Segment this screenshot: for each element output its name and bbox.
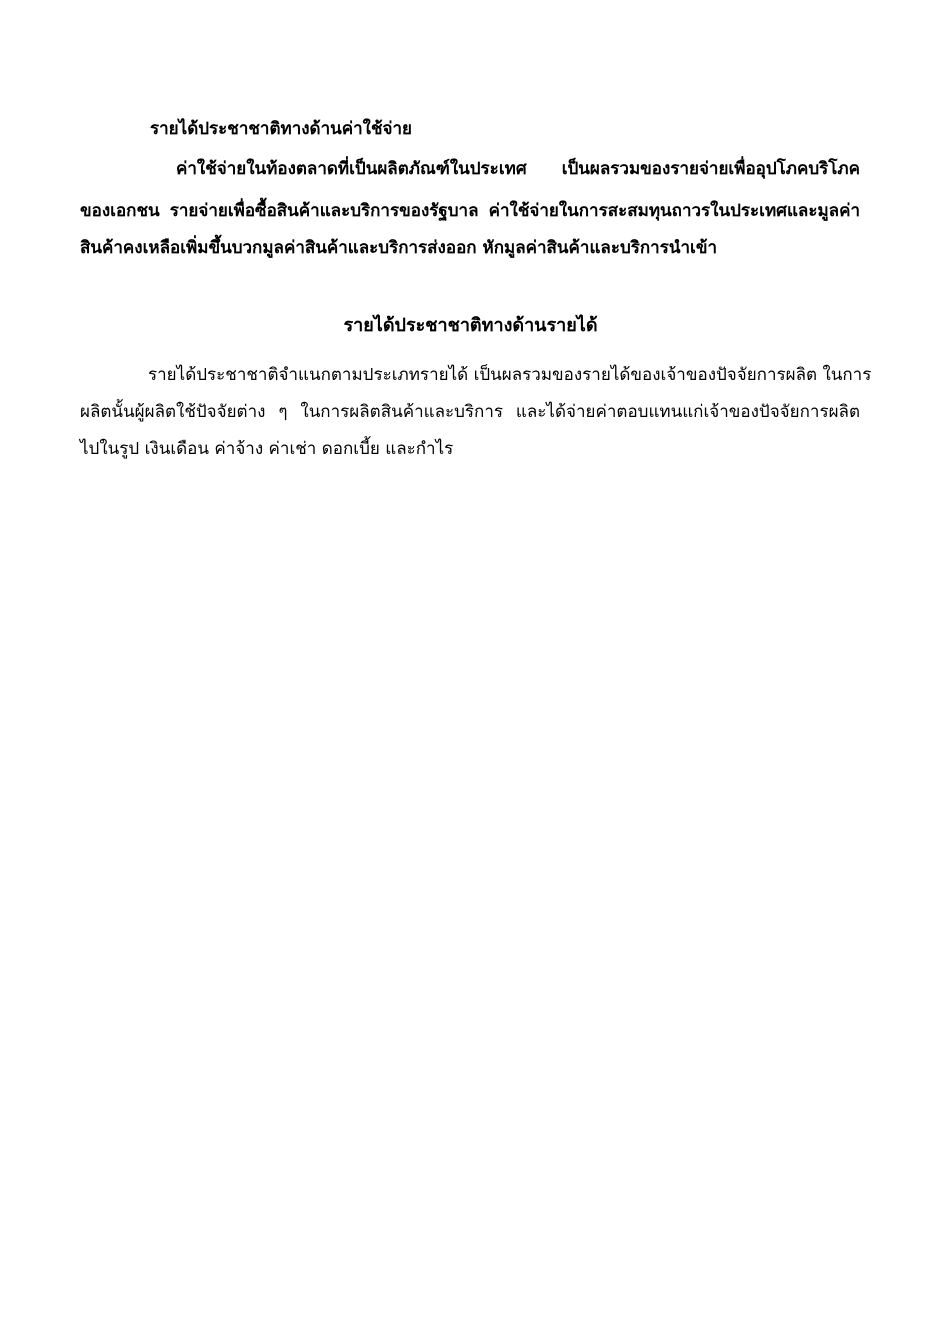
section1-line-3: สินค้าคงเหลือเพิ่มขึ้นบวกมูลค่าสินค้าและบริการส่งออก หักมูลค่าสินค้าและบริการนำเข้า (80, 238, 717, 258)
section1-line-1: ค่าใช้จ่ายในท้องตลาดที่เป็นผลิตภัณฑ์ในประเทศ เป็นผลรวมของรายจ่ายเพื่ออุปโภคบริโภค (176, 159, 860, 179)
section2-line-3: ไปในรูป เงินเดือน ค่าจ้าง ค่าเช่า ดอกเบี้ย และกำไร (80, 439, 454, 459)
section1-heading: รายได้ประชาชาติทางด้านค่าใช้จ่าย (150, 119, 412, 139)
section2-heading: รายได้ประชาชาติทางด้านรายได้ (343, 315, 598, 336)
section2-line-1: รายได้ประชาชาติจำแนกตามประเภทรายได้ เป็นผลรวมของรายได้ของเจ้าของปัจจัยการผลิต ในการ (148, 365, 872, 385)
section1-line-2: ของเอกชน รายจ่ายเพื่อซื้อสินค้าและบริการของรัฐบาล ค่าใช้จ่ายในการสะสมทุนถาวรในประเทศและมูลค่า (80, 201, 860, 221)
section2-line-2: ผลิตนั้นผู้ผลิตใช้ปัจจัยต่าง ๆ ในการผลิตสินค้าและบริการ และได้จ่ายค่าตอบแทนแก่เจ้าของปัจจัยการผลิต (80, 402, 860, 422)
